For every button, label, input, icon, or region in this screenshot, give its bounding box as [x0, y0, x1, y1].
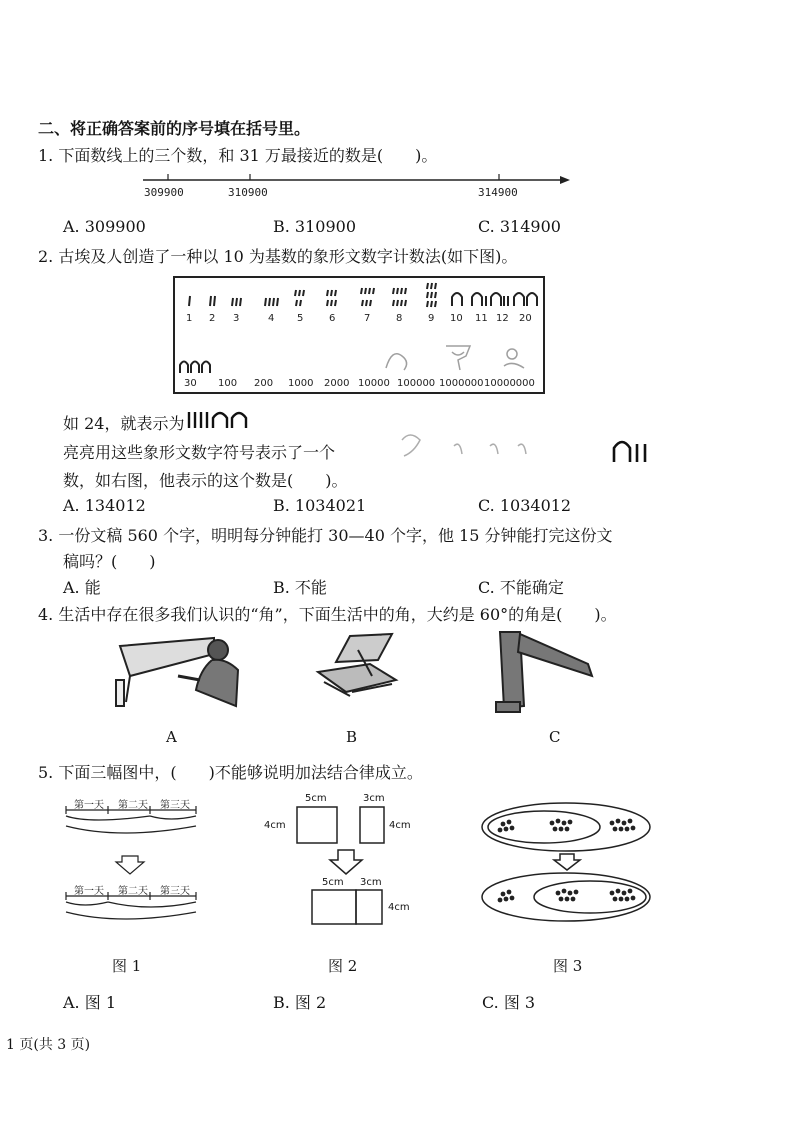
fig1-day-label: 第二天: [118, 886, 148, 897]
symbol-label: 4: [268, 313, 275, 324]
page-footer: 1 页(共 3 页): [6, 1037, 91, 1053]
symbol-label: 12: [496, 313, 509, 324]
fig1-day-label: 第三天: [160, 800, 190, 811]
figure-1-caption: 图 1: [112, 957, 142, 975]
section-title: 二、将正确答案前的序号填在括号里。: [38, 119, 311, 138]
fig2-dim-label: 3cm: [363, 793, 385, 804]
fig1-day-label: 第一天: [74, 800, 104, 811]
symbol-label: 1: [186, 313, 193, 324]
question-2-line3: 数，如右图，他表示的这个数是( )。: [63, 471, 348, 490]
symbol-label: 100000: [397, 378, 436, 389]
symbol-label: 200: [254, 378, 274, 389]
symbol-label: 20: [519, 313, 532, 324]
fig2-dim-label: 4cm: [388, 902, 410, 913]
symbol-label: 30: [184, 378, 197, 389]
symbol-label: 100: [218, 378, 238, 389]
option-c: C. 不能确定: [478, 578, 564, 597]
symbol-label: 8: [396, 313, 403, 324]
fig2-dim-label: 5cm: [305, 793, 327, 804]
option-b: B. 不能: [273, 578, 327, 597]
question-2-text: 2. 古埃及人创造了一种以 10 为基数的象形文数字计数法(如下图)。: [38, 247, 518, 266]
option-b: B. 图 2: [273, 993, 327, 1012]
symbol-label: 2: [209, 313, 216, 324]
symbol-label: 11: [475, 313, 488, 324]
symbol-label: 5: [297, 313, 304, 324]
symbol-label: 3: [233, 313, 240, 324]
option-a: A. 图 1: [63, 993, 116, 1012]
symbol-label: 10: [450, 313, 463, 324]
question-4-text: 4. 生活中存在很多我们认识的“角”，下面生活中的角，大约是 60°的角是( )。: [38, 605, 617, 624]
picture-a-label: A: [166, 728, 177, 746]
option-c: C. 314900: [478, 217, 561, 236]
option-c: C. 1034012: [478, 496, 572, 515]
symbol-label: 7: [364, 313, 371, 324]
question-3-text: 3. 一份文稿 560 个字，明明每分钟能打 30—40 个字，他 15 分钟能打完这份文: [38, 526, 613, 545]
symbol-label: 6: [329, 313, 336, 324]
figure-1-diagram: [66, 806, 196, 919]
question-2-line2: 亮亮用这些象形文数字符号表示了一个: [63, 443, 336, 462]
option-c: C. 图 3: [482, 993, 536, 1012]
fig1-day-label: 第三天: [160, 886, 190, 897]
fig1-day-label: 第一天: [74, 886, 104, 897]
figure-3-caption: 图 3: [553, 957, 583, 975]
tick-label: 309900: [144, 186, 184, 199]
question-5-text: 5. 下面三幅图中，( )不能够说明加法结合律成立。: [38, 763, 423, 782]
tick-label: 314900: [478, 186, 518, 199]
option-a: A. 能: [63, 578, 101, 597]
symbol-label: 2000: [324, 378, 350, 389]
tick-label: 310900: [228, 186, 268, 199]
option-a: A. 134012: [63, 496, 146, 515]
figure-3-dots: [498, 819, 636, 903]
symbol-label: 1000: [288, 378, 314, 389]
question-1-text: 1. 下面数线上的三个数，和 31 万最接近的数是( )。: [38, 146, 438, 165]
symbol-label: 1000000: [439, 378, 484, 389]
fig2-dim-label: 4cm: [389, 820, 411, 831]
symbol-label: 10000: [358, 378, 390, 389]
picture-b-label: B: [346, 728, 358, 746]
figure-2-caption: 图 2: [328, 957, 358, 975]
fig1-day-label: 第二天: [118, 800, 148, 811]
symbol-label: 10000000: [484, 378, 535, 389]
fig2-dim-label: 3cm: [360, 877, 382, 888]
picture-c-label: C: [549, 728, 561, 746]
option-a: A. 309900: [63, 217, 146, 236]
figure-2-diagram: [297, 807, 384, 924]
fig2-dim-label: 4cm: [264, 820, 286, 831]
symbol-label: 9: [428, 313, 435, 324]
fig2-dim-label: 5cm: [322, 877, 344, 888]
option-b: B. 310900: [273, 217, 357, 236]
example-text: 如 24，就表示为: [63, 414, 185, 433]
option-b: B. 1034021: [273, 496, 367, 515]
question-3-text2: 稿吗？( ): [63, 552, 156, 571]
